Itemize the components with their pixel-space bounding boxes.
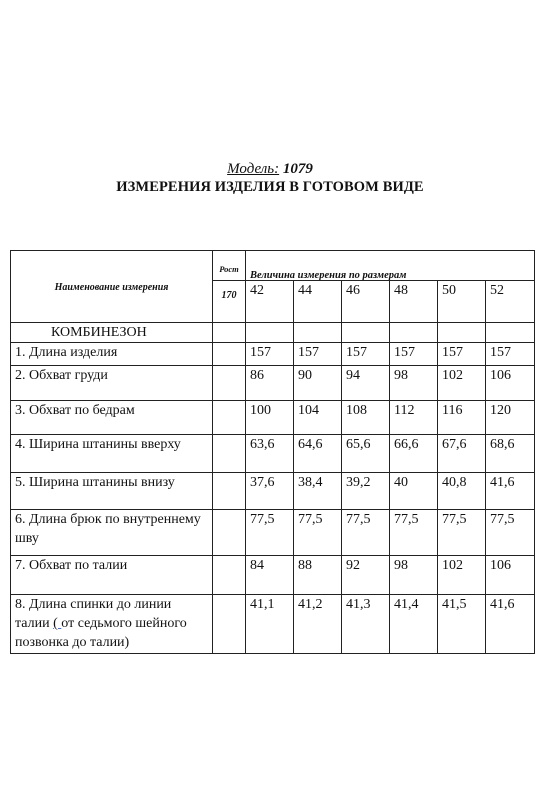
value-cell: 77,5 <box>486 510 535 556</box>
table-row <box>11 366 535 401</box>
rost-value: 170 <box>221 290 237 301</box>
rost-cell <box>213 343 246 366</box>
section-label: КОМБИНЕЗОН <box>11 323 213 343</box>
value-cell: 157 <box>486 343 535 366</box>
value-cell: 106 <box>486 366 535 401</box>
value-cell: 94 <box>342 366 390 401</box>
value-cell: 77,5 <box>438 510 486 556</box>
size-cell: 42 <box>246 281 294 323</box>
row-name: 1. Длина изделия <box>11 343 213 366</box>
value-cell: 40 <box>390 473 438 510</box>
row-name: 3. Обхват по бедрам <box>11 401 213 435</box>
value-cell: 37,6 <box>246 473 294 510</box>
value-cell: 108 <box>342 401 390 435</box>
size-cell: 44 <box>294 281 342 323</box>
value-cell: 98 <box>390 366 438 401</box>
row-name: 4. Ширина штанины вверху <box>11 435 213 473</box>
size-cell: 52 <box>486 281 535 323</box>
value-cell: 116 <box>438 401 486 435</box>
table-row <box>11 343 535 366</box>
rost-label: Рост <box>219 264 239 274</box>
rost-cell <box>213 510 246 556</box>
value-cell: 102 <box>438 556 486 595</box>
table-row <box>11 595 535 654</box>
value-cell: 66,6 <box>390 435 438 473</box>
value-cell: 98 <box>390 556 438 595</box>
table-row <box>11 401 535 435</box>
value-cell: 40,8 <box>438 473 486 510</box>
value-cell: 92 <box>342 556 390 595</box>
section-row <box>11 323 535 343</box>
rost-cell <box>213 435 246 473</box>
value-cell: 112 <box>390 401 438 435</box>
row-name-part: от седьмого шейного позвонка до талии) <box>15 616 187 650</box>
row-name-part: ( <box>53 616 62 631</box>
rost-value-cell <box>213 281 246 323</box>
value-cell: 90 <box>294 366 342 401</box>
table-row <box>11 510 535 556</box>
value-cell: 84 <box>246 556 294 595</box>
measurements-table <box>10 250 535 654</box>
value-cell: 41,6 <box>486 595 535 654</box>
model-label: Модель: <box>227 161 280 177</box>
row-name: 2. Обхват груди <box>11 366 213 401</box>
name-header-cell <box>11 251 213 323</box>
rost-header-cell <box>213 251 246 281</box>
sizes-header: Величина измерения по размерам <box>250 270 407 281</box>
row-name-part: 8. Длина спинки до линии талии <box>15 597 172 631</box>
row-name: 6. Длина брюк по внутреннему шву <box>11 510 213 556</box>
value-cell: 67,6 <box>438 435 486 473</box>
value-cell: 41,6 <box>486 473 535 510</box>
value-cell: 41,4 <box>390 595 438 654</box>
table-row <box>11 473 535 510</box>
size-cell: 48 <box>390 281 438 323</box>
value-cell: 102 <box>438 366 486 401</box>
rost-cell <box>213 473 246 510</box>
value-cell: 157 <box>390 343 438 366</box>
value-cell: 86 <box>246 366 294 401</box>
value-cell: 63,6 <box>246 435 294 473</box>
value-cell: 65,6 <box>342 435 390 473</box>
value-cell: 104 <box>294 401 342 435</box>
value-cell: 39,2 <box>342 473 390 510</box>
value-cell: 120 <box>486 401 535 435</box>
header-row <box>11 251 535 281</box>
value-cell: 106 <box>486 556 535 595</box>
rost-cell <box>213 595 246 654</box>
value-cell: 157 <box>438 343 486 366</box>
value-cell: 64,6 <box>294 435 342 473</box>
model-number: 1079 <box>282 161 313 177</box>
value-cell: 77,5 <box>342 510 390 556</box>
value-cell: 88 <box>294 556 342 595</box>
value-cell: 77,5 <box>390 510 438 556</box>
value-cell: 41,2 <box>294 595 342 654</box>
rost-cell <box>213 556 246 595</box>
rost-cell <box>213 366 246 401</box>
rost-cell <box>213 401 246 435</box>
value-cell: 68,6 <box>486 435 535 473</box>
row-name: 7. Обхват по талии <box>11 556 213 595</box>
size-cell: 46 <box>342 281 390 323</box>
page-title: ИЗМЕРЕНИЯ ИЗДЕЛИЯ В ГОТОВОМ ВИДЕ <box>116 179 424 195</box>
name-header: Наименование измерения <box>54 281 169 293</box>
value-cell: 77,5 <box>294 510 342 556</box>
size-cell: 50 <box>438 281 486 323</box>
table-row <box>11 556 535 595</box>
value-cell: 100 <box>246 401 294 435</box>
value-cell: 77,5 <box>246 510 294 556</box>
sizes-header-cell <box>246 251 535 281</box>
value-cell: 41,5 <box>438 595 486 654</box>
table-row <box>11 435 535 473</box>
row-name <box>11 595 213 654</box>
value-cell: 38,4 <box>294 473 342 510</box>
model-line <box>0 161 540 178</box>
value-cell: 41,3 <box>342 595 390 654</box>
value-cell: 157 <box>342 343 390 366</box>
row-name: 5. Ширина штанины внизу <box>11 473 213 510</box>
value-cell: 41,1 <box>246 595 294 654</box>
value-cell: 157 <box>294 343 342 366</box>
value-cell: 157 <box>246 343 294 366</box>
